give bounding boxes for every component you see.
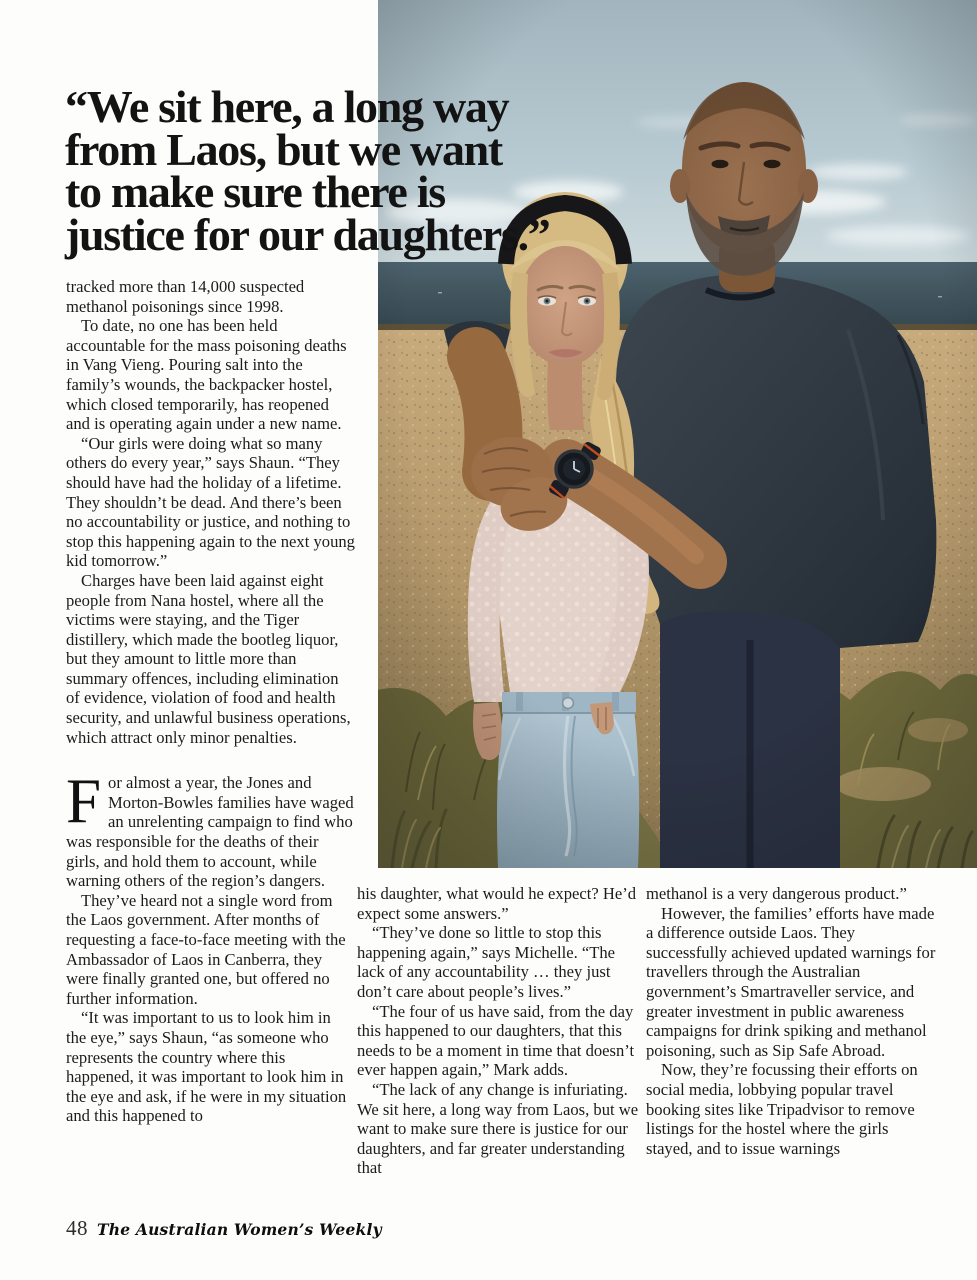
article-paragraph: “They’ve done so little to stop this happening again,” says Michelle. “The lack of any accountability … they just don’t care about people’s lives.” (357, 923, 616, 1001)
article-column-left (66, 277, 355, 1126)
article-paragraph: However, the families’ efforts have made a difference outside Laos. They successfully achieved updated warnings for travellers through the Australian government’s Smartraveller service, and greater investment in public awareness campaigns for drink spiking and methanol poisoning, such as Sip Safe Abroad. (646, 903, 936, 1060)
pull-quote-headline (65, 81, 550, 260)
headline-line: justice for our daughters.” (65, 208, 550, 260)
article-paragraph: For almost a year, the Jones and Morton-Bowles families have waged an unrelenting campaign to find who was responsible for the deaths of their girls, and hold them to account, while warning others of the region’s dangers. (66, 766, 354, 891)
headline-line: “We sit here, a long way (65, 81, 509, 132)
article-paragraph: Charges have been laid against eight people from Nana hostel, where all the victims were staying, and the Tiger distillery, which made the bootleg liquor, but they amount to little more than summary offences, including elimination of evidence, violation of food and health security, and unlawful business operations, which attract only minor penalties. (66, 570, 351, 747)
drop-cap-letter: F (66, 766, 102, 837)
article-paragraph: methanol is a very dangerous product.” (646, 884, 907, 903)
headline-line: from Laos, but we want (65, 123, 502, 175)
article-paragraph: tracked more than 14,000 suspected methanol poisonings since 1998. (66, 277, 305, 316)
article-paragraph: “It was important to us to look him in the eye,” says Shaun, “as someone who represents the country where this happened, it was important to look him in the eye and ask, if he were in my situation and this happened to (66, 1008, 347, 1126)
article-paragraph: “The four of us have said, from the day this happened to our daughters, that this needs to be a moment in time that doesn’t ever happen again,” Mark adds. (357, 1001, 635, 1080)
article-paragraph: They’ve heard not a single word from the Laos government. After months of requesting a face-to-face meeting with the Ambassador of Laos in Canberra, they were finally granted one, but offered no further information. (66, 890, 346, 1008)
page-number: 48 (66, 1216, 88, 1240)
article-paragraph: his daughter, what would he expect? He’d expect some answers.” (357, 884, 637, 923)
article-column-middle (357, 884, 646, 1178)
article-paragraph: Now, they’re focussing their efforts on social media, lobbying popular travel booking sites like Tripadvisor to remove listings for the hostel where the girls stayed, and to issue warnings (646, 1060, 918, 1158)
magazine-name: The Australian Women’s Weekly (97, 1220, 382, 1239)
article-paragraph: “Our girls were doing what so many others do every year,” says Shaun. “They should have had the holiday of a lifetime. They shouldn’t be dead. And there’s been no accountability or justice, and nothing to stop this happening again to the next young kid tomorrow.” (66, 433, 355, 571)
headline-line: to make sure there is (65, 166, 445, 217)
article-paragraph: To date, no one has been held accountable for the mass poisoning deaths in Vang Vieng. Pouring salt into the family’s wounds, the backpacker hostel, which closed temporarily, has reopened and is operating again under a new name. (66, 316, 347, 434)
article-paragraph: “The lack of any change is infuriating. We sit here, a long way from Laos, but we want to make sure there is justice for our daughters, and far greater understanding that (357, 1079, 639, 1178)
article-column-right (646, 884, 936, 1158)
page-footer (66, 1216, 382, 1241)
